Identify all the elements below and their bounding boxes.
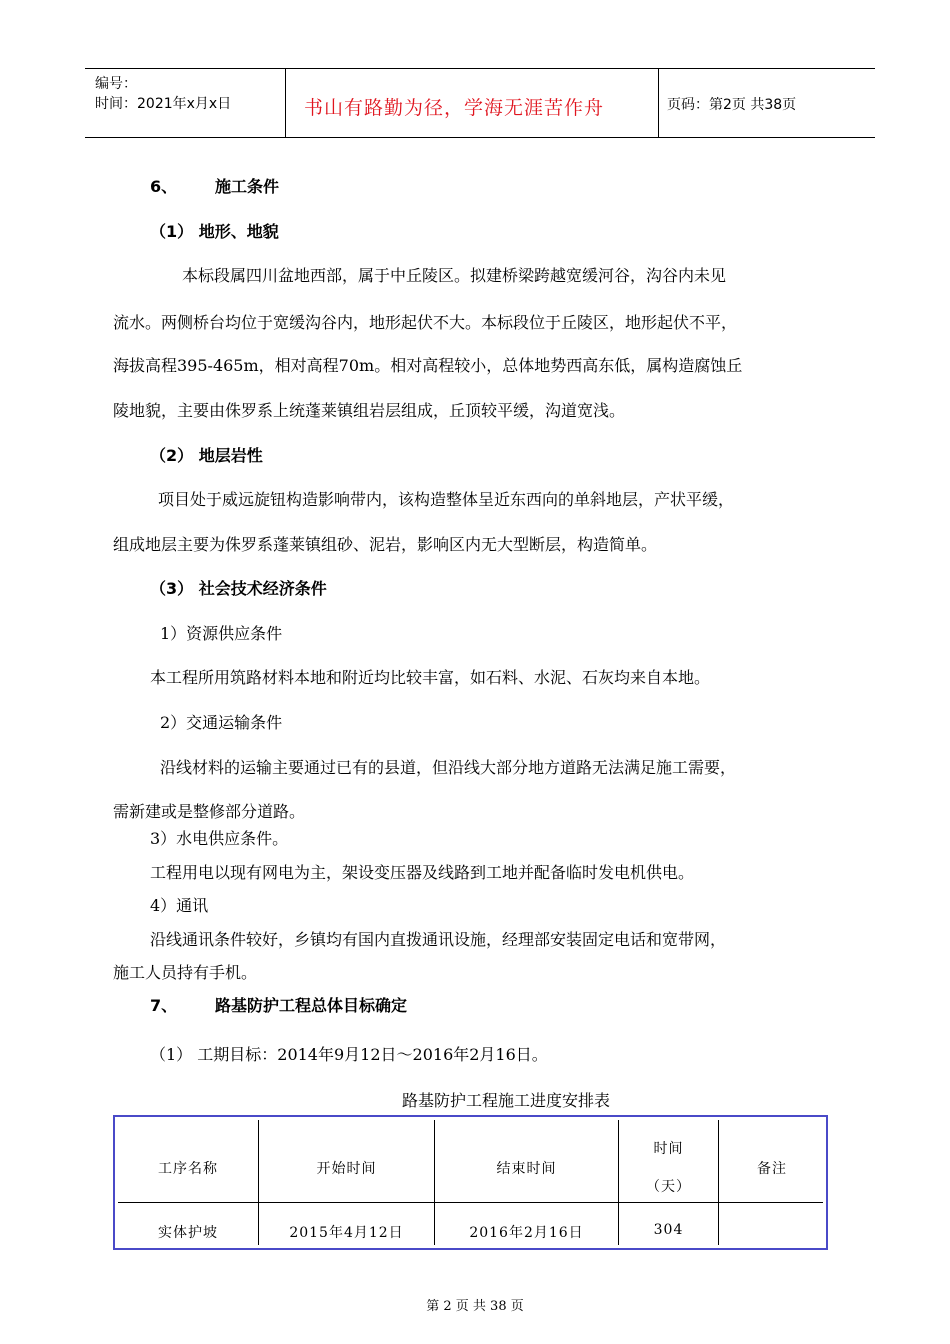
- section-7-number: 7、: [150, 996, 178, 1015]
- table-cell-process: 实体护坡: [158, 1225, 218, 1241]
- table-header-end: 结束时间: [496, 1161, 557, 1177]
- paragraph-terrain-line-3: 海拔高程395-465m，相对高程70m。相对高程较小，总体地势西高东低，属构造腐蚀丘: [113, 356, 743, 375]
- item-4-text-line-1: 沿线通讯条件较好，乡镇均有国内直拨通讯设施，经理部安装固定电话和宽带网，: [150, 930, 727, 949]
- table-header-remarks: 备注: [757, 1161, 787, 1177]
- item-4-title: 4）通讯: [150, 896, 209, 915]
- paragraph-strata-line-1: 项目处于威远旋钮构造影响带内，该构造整体呈近东西向的单斜地层，产状平缓，: [158, 490, 735, 509]
- schedule-goal: （1） 工期目标：2014年9月12日～2016年2月16日。: [150, 1045, 548, 1064]
- section-6-title: 施工条件: [215, 177, 280, 196]
- subsection-1-title: （1） 地形、地貌: [150, 222, 279, 241]
- document-time: 时间：2021年x月x日: [95, 96, 232, 112]
- paragraph-terrain-line-1: 本标段属四川盆地西部，属于中丘陵区。拟建桥梁跨越宽缓河谷，沟谷内未见: [182, 266, 727, 285]
- section-7-title: 路基防护工程总体目标确定: [215, 996, 408, 1015]
- subsection-2-title: （2） 地层岩性: [150, 446, 263, 465]
- header-page-cell: [659, 69, 875, 137]
- header-meta-cell: [85, 69, 286, 137]
- item-1-title: 1）资源供应条件: [160, 624, 283, 643]
- item-1-text: 本工程所用筑路材料本地和附近均比较丰富，如石料、水泥、石灰均来自本地。: [150, 668, 711, 687]
- header-motto-cell: [286, 69, 659, 137]
- item-2-text-line-2: 需新建或是整修部分道路。: [113, 802, 306, 821]
- table-cell-end: 2016年2月16日: [469, 1225, 584, 1241]
- item-4-text-line-2: 施工人员持有手机。: [113, 963, 258, 982]
- table-cell-duration: 304: [653, 1222, 684, 1238]
- document-number: 编号：: [95, 76, 137, 92]
- item-2-title: 2）交通运输条件: [160, 713, 283, 732]
- table-caption: 路基防护工程施工进度安排表: [402, 1091, 611, 1110]
- item-2-text-line-1: 沿线材料的运输主要通过已有的县道，但沿线大部分地方道路无法满足施工需要，: [160, 758, 737, 777]
- table-header-process: 工序名称: [158, 1161, 218, 1177]
- table-header-days-unit: （天）: [646, 1179, 691, 1195]
- paragraph-terrain-line-4: 陵地貌，主要由侏罗系上统蓬莱镇组岩层组成，丘顶较平缓，沟道宽浅。: [113, 401, 626, 420]
- table-header-start: 开始时间: [316, 1161, 377, 1177]
- page-indicator: 页码：第2页 共38页: [667, 97, 797, 113]
- table-cell-start: 2015年4月12日: [289, 1225, 404, 1241]
- paragraph-terrain-line-2: 流水。两侧桥台均位于宽缓沟谷内，地形起伏不大。本标段位于丘陵区，地形起伏不平，: [113, 313, 738, 332]
- page-footer: 第 2 页 共 38 页: [426, 1299, 524, 1314]
- item-3-title: 3）水电供应条件。: [150, 829, 289, 848]
- table-col-divider: [718, 1120, 719, 1245]
- subsection-3-title: （3） 社会技术经济条件: [150, 579, 327, 598]
- schedule-table: [113, 1115, 828, 1250]
- page-header: [85, 68, 875, 138]
- section-6-number: 6、: [150, 177, 178, 196]
- item-3-text: 工程用电以现有网电为主，架设变压器及线路到工地并配备临时发电机供电。: [150, 863, 695, 882]
- table-header-duration: 时间: [653, 1141, 684, 1157]
- paragraph-strata-line-2: 组成地层主要为侏罗系蓬莱镇组砂、泥岩，影响区内无大型断层，构造简单。: [113, 535, 658, 554]
- motto: 书山有路勤为径，学海无涯苦作舟: [304, 97, 605, 119]
